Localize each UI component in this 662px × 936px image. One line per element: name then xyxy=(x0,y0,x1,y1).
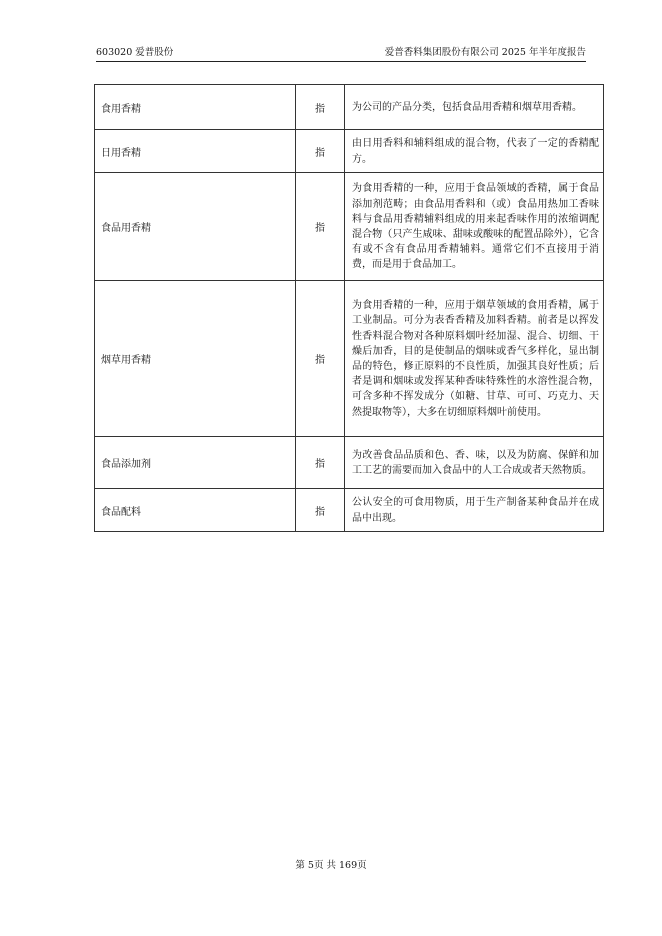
header-stock-code: 603020 爱普股份 xyxy=(96,47,174,58)
term-cell: 食品配料 xyxy=(95,489,296,532)
term-cell: 烟草用香精 xyxy=(95,281,296,437)
refers-cell: 指 xyxy=(296,489,345,532)
table-row xyxy=(95,489,604,532)
table-row xyxy=(95,437,604,489)
header-report-title: 爱普香料集团股份有限公司 2025 年半年度报告 xyxy=(384,47,586,58)
table-row xyxy=(95,281,604,437)
table-row xyxy=(95,130,604,173)
refers-cell: 指 xyxy=(296,281,345,437)
refers-cell: 指 xyxy=(296,130,345,173)
description-cell: 为改善食品品质和色、香、味，以及为防腐、保鲜和加工工艺的需要而加入食品中的人工合成或者天然物质。 xyxy=(345,437,604,489)
term-cell: 日用香精 xyxy=(95,130,296,173)
description-cell: 公认安全的可食用物质，用于生产制备某种食品并在成品中出现。 xyxy=(345,489,604,532)
description-cell: 为食用香精的一种，应用于烟草领域的食用香精，属于工业制品。可分为表香香精及加料香精。前者是以挥发性香料混合物对各种原料烟叶经加湿、混合、切细、干燥后加香，目的是使制品的烟味或香气多样化，显出制品的特色，修正原料的不良性质，加强其良好性质；后者是调和烟味或发挥某种香味特殊性的水溶性混合物，可含多种不挥发成分（如糖、甘草、可可、巧克力、天然提取物等），大多在切细原料烟叶前使用。 xyxy=(345,281,604,437)
term-cell: 食用香精 xyxy=(95,85,296,130)
description-cell: 为食用香精的一种，应用于食品领域的香精，属于食品添加剂范畴；由食品用香料和（或）食品用热加工香味料与食品用香精辅料组成的用来起香味作用的浓缩调配混合物（只产生咸味、甜味或酸味的配置品除外），它含有或不含有食品用香精辅料。通常它们不直接用于消费，而是用于食品加工。 xyxy=(345,173,604,281)
table-row xyxy=(95,173,604,281)
description-cell: 由日用香料和辅料组成的混合物，代表了一定的香精配方。 xyxy=(345,130,604,173)
table-row xyxy=(95,85,604,130)
page-header xyxy=(96,44,586,62)
term-cell: 食品添加剂 xyxy=(95,437,296,489)
refers-cell: 指 xyxy=(296,437,345,489)
refers-cell: 指 xyxy=(296,85,345,130)
term-cell: 食品用香精 xyxy=(95,173,296,281)
page-number: 第 5页 共 169页 xyxy=(295,860,367,871)
description-cell: 为公司的产品分类，包括食品用香精和烟草用香精。 xyxy=(345,85,604,130)
definitions-table xyxy=(94,84,604,532)
refers-cell: 指 xyxy=(296,173,345,281)
